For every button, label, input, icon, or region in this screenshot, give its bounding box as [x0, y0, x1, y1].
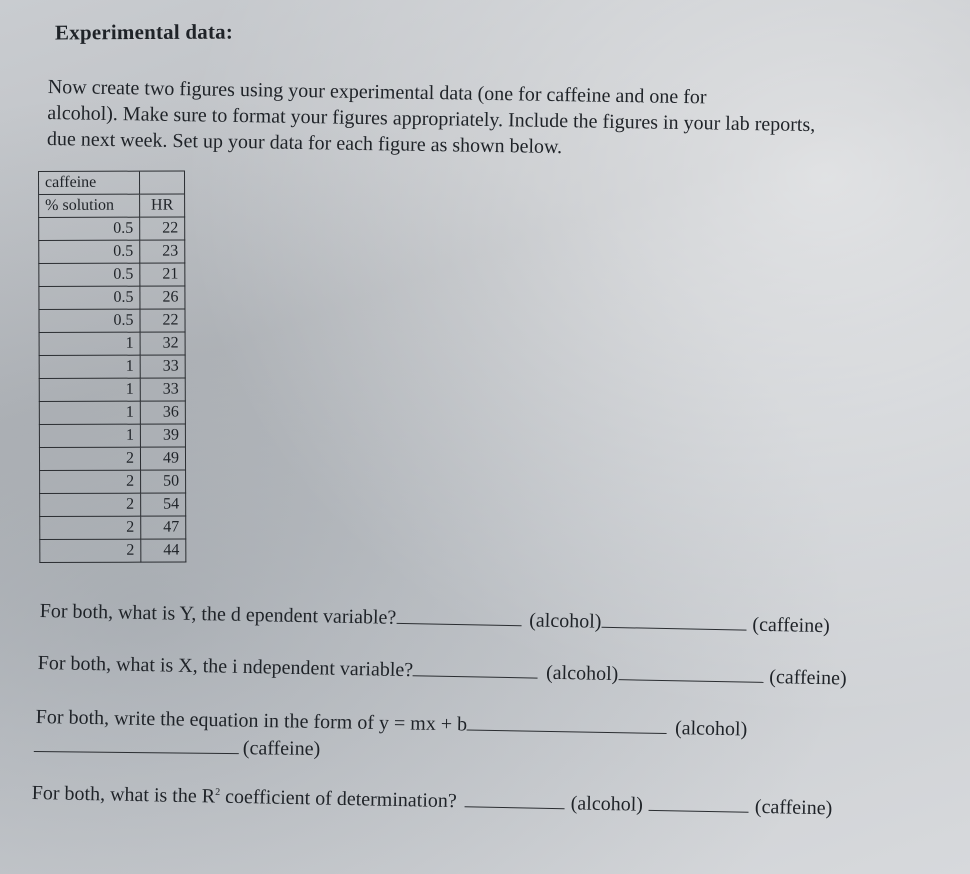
caffeine-label: (caffeine)	[769, 666, 847, 690]
cell-solution: 1	[39, 332, 140, 355]
answer-blank-alcohol[interactable]	[413, 657, 538, 678]
cell-hr: 50	[141, 470, 186, 493]
answer-blank-caffeine[interactable]	[618, 661, 763, 683]
table-title: caffeine	[39, 171, 140, 194]
table-row	[39, 447, 185, 471]
cell-hr: 21	[140, 263, 185, 286]
table-row	[39, 355, 185, 379]
caffeine-label: (caffeine)	[752, 613, 830, 638]
question-equation-caffeine	[34, 733, 321, 761]
table-row	[39, 332, 185, 356]
question-text: For both, what is Y, the d ependent variable?	[39, 599, 397, 629]
cell-solution: 1	[39, 424, 140, 447]
table-row	[40, 516, 186, 540]
question-independent-variable	[38, 650, 847, 691]
cell-hr: 36	[140, 401, 185, 424]
table-row	[39, 378, 185, 402]
cell-solution: 0.5	[39, 263, 140, 286]
alcohol-label: (alcohol)	[545, 661, 619, 686]
superscript-two: 2	[215, 786, 221, 798]
answer-blank-alcohol[interactable]	[396, 605, 521, 626]
cell-solution: 0.5	[39, 240, 140, 263]
answer-blank-alcohol[interactable]	[465, 788, 565, 809]
cell-solution: 2	[40, 470, 141, 493]
cell-solution: 0.5	[39, 309, 140, 332]
cell-solution: 2	[40, 493, 141, 516]
table-row	[39, 286, 185, 310]
table-row	[39, 240, 185, 264]
table-row	[39, 401, 185, 425]
cell-hr: 26	[140, 286, 185, 309]
cell-solution: 2	[40, 516, 141, 539]
cell-solution: 0.5	[39, 217, 140, 240]
column-header-hr: HR	[140, 194, 185, 217]
question-text: For both, what is X, the i ndependent variable?	[37, 651, 414, 682]
alcohol-label: (alcohol)	[674, 717, 748, 741]
cell-solution: 0.5	[39, 286, 140, 309]
section-heading: Experimental data:	[54, 19, 234, 45]
alcohol-label: (alcohol)	[529, 609, 602, 633]
answer-blank-caffeine[interactable]	[649, 792, 749, 813]
table-row	[40, 539, 186, 563]
cell-hr: 33	[140, 378, 185, 401]
caffeine-data-table	[38, 170, 186, 563]
cell-solution: 1	[39, 401, 140, 424]
cell-hr: 39	[140, 424, 185, 447]
intro-line: Now create two figures using your experimental data (one for caffeine and one for	[47, 75, 707, 109]
intro-line: alcohol). Make sure to format your figures appropriately. Include the figures in your lab reports,	[47, 101, 816, 137]
table-row	[40, 493, 186, 517]
cell-solution: 2	[40, 539, 141, 562]
cell-hr: 22	[140, 309, 185, 332]
answer-blank-caffeine[interactable]	[601, 609, 746, 631]
table-row	[39, 263, 185, 287]
cell-hr: 32	[140, 332, 185, 355]
table-row	[39, 309, 185, 333]
cell-hr: 54	[141, 493, 186, 516]
cell-hr: 49	[140, 447, 185, 470]
intro-line: due next week. Set up your data for each figure as shown below.	[46, 127, 563, 159]
answer-blank-caffeine[interactable]	[34, 733, 239, 754]
column-header-solution: % solution	[39, 194, 140, 217]
table-header-row	[39, 194, 185, 218]
question-text-rest: coefficient of determination?	[219, 785, 457, 813]
table-row	[39, 424, 185, 448]
caffeine-label: (caffeine)	[242, 737, 321, 760]
data-table	[38, 170, 186, 563]
question-dependent-variable	[40, 598, 830, 638]
intro-paragraph	[47, 74, 963, 166]
question-r-squared	[32, 780, 833, 820]
cell-solution: 1	[39, 378, 140, 401]
cell-hr: 44	[141, 539, 186, 562]
cell-hr: 33	[140, 355, 185, 378]
cell-solution: 1	[39, 355, 140, 378]
table-row	[40, 470, 186, 494]
cell-hr: 22	[140, 217, 185, 240]
question-text: For both, write the equation in the form of y = mx + b	[35, 705, 468, 736]
cell-hr: 47	[141, 516, 186, 539]
answer-blank-alcohol[interactable]	[467, 712, 667, 734]
table-title-row	[39, 171, 185, 195]
question-text: For both, what is the R	[31, 781, 216, 808]
caffeine-label: (caffeine)	[754, 795, 833, 820]
cell-hr: 23	[140, 240, 185, 263]
table-title-spacer	[140, 171, 185, 194]
table-row	[39, 217, 185, 241]
cell-solution: 2	[39, 447, 140, 470]
alcohol-label: (alcohol)	[570, 792, 644, 816]
